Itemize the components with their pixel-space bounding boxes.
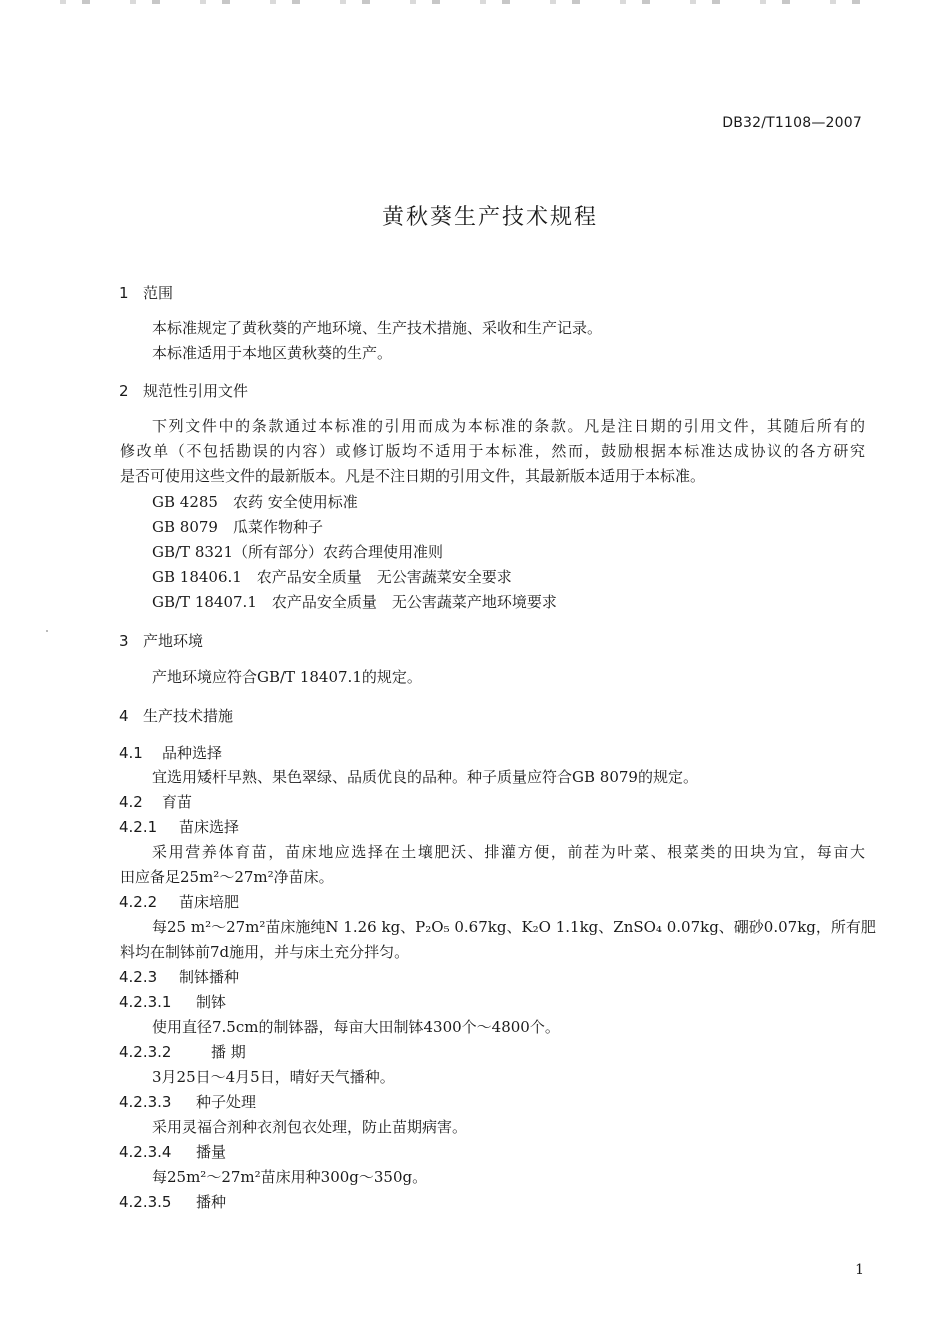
section-title: 产地环境 [143,632,204,650]
paragraph: 宜选用矮杆早熟、果色翠绿、品质优良的品种。种子质量应符合GB 8079的规定。 [152,768,698,786]
paragraph: 采用灵福合剂种衣剂包衣处理，防止苗期病害。 [152,1118,468,1136]
section-title: 规范性引用文件 [143,382,249,400]
section-title: 范围 [143,284,174,302]
subsection-heading [119,1092,256,1112]
page-number: 1 [855,1262,864,1278]
section-title: 播 期 [211,1043,246,1061]
scan-artifact [60,0,880,4]
section-number: 2 [119,382,129,400]
section-number: 4.2.3.3 [119,1093,172,1111]
paragraph: 产地环境应符合GB/T 18407.1的规定。 [152,668,422,686]
subsection-heading [119,1042,246,1062]
paragraph: 每25m²～27m²苗床用种300g～350g。 [152,1168,428,1186]
subsection-heading [119,792,192,812]
section-title: 苗床培肥 [179,893,240,911]
section-title: 品种选择 [162,744,223,762]
paragraph-line: 采用营养体育苗，苗床地应选择在土壤肥沃、排灌方便，前茬为叶菜、根菜类的田块为宜，每亩大 [152,843,865,861]
document-title: 黄秋葵生产技术规程 [381,205,598,230]
paragraph-line: 田应备足25m²～27m²净苗床。 [120,868,334,886]
section-title: 育苗 [162,793,193,811]
section-number: 3 [119,632,129,650]
paragraph-line: 料均在制钵前7d施用，并与床土充分拌匀。 [120,943,410,961]
section-number: 4.2.3.2 [119,1043,172,1061]
reference-item: GB 8079 瓜菜作物种子 [152,518,323,536]
section-title: 制钵播种 [179,968,240,986]
section-number: 1 [119,284,129,302]
section-heading [119,706,233,726]
section-number: 4.2.3 [119,968,158,986]
section-number: 4.2.3.5 [119,1193,172,1211]
section-title: 种子处理 [196,1093,257,1111]
scan-speck [46,630,48,632]
section-title: 制钵 [196,993,227,1011]
paragraph-line: 下列文件中的条款通过本标准的引用而成为本标准的条款。凡是注日期的引用文件，其随后所有的 [152,417,865,435]
section-title: 苗床选择 [179,818,240,836]
paragraph-line: 每25 m²～27m²苗床施纯N 1.26 kg、P₂O₅ 0.67kg、K₂O 1.1kg、ZnSO₄ 0.07kg、硼砂0.07kg，所有肥 [152,918,876,936]
section-heading [119,381,248,401]
paragraph: 本标准规定了黄秋葵的产地环境、生产技术措施、采收和生产记录。 [152,319,603,337]
subsection-heading [119,1192,226,1212]
section-number: 4.2.3.4 [119,1143,172,1161]
subsection-heading [119,892,239,912]
section-number: 4.2.2 [119,893,158,911]
document-code: DB32/T1108—2007 [722,115,862,131]
paragraph: 本标准适用于本地区黄秋葵的生产。 [152,344,393,362]
section-number: 4.2 [119,793,143,811]
subsection-heading [119,743,222,763]
subsection-heading [119,817,239,837]
paragraph-line: 修改单（不包括勘误的内容）或修订版均不适用于本标准，然而，鼓励根据本标准达成协议的各方研究 [120,442,865,460]
section-number: 4.2.3.1 [119,993,172,1011]
section-heading [119,631,203,651]
section-title: 播种 [196,1193,227,1211]
subsection-heading [119,967,239,987]
reference-item: GB 18406.1 农产品安全质量 无公害蔬菜安全要求 [152,568,512,586]
reference-item: GB 4285 农药 安全使用标准 [152,493,358,511]
subsection-heading [119,992,226,1012]
section-number: 4.2.1 [119,818,158,836]
reference-item: GB/T 8321（所有部分）农药合理使用准则 [152,543,444,561]
reference-item: GB/T 18407.1 农产品安全质量 无公害蔬菜产地环境要求 [152,593,557,611]
section-number: 4 [119,707,129,725]
section-heading [119,283,173,303]
section-number: 4.1 [119,744,143,762]
paragraph: 3月25日～4月5日，晴好天气播种。 [152,1068,395,1086]
paragraph: 使用直径7.5cm的制钵器，每亩大田制钵4300个～4800个。 [152,1018,560,1036]
subsection-heading [119,1142,226,1162]
section-title: 生产技术措施 [143,707,234,725]
section-title: 播量 [196,1143,227,1161]
paragraph-line: 是否可使用这些文件的最新版本。凡是不注日期的引用文件，其最新版本适用于本标准。 [120,467,706,485]
